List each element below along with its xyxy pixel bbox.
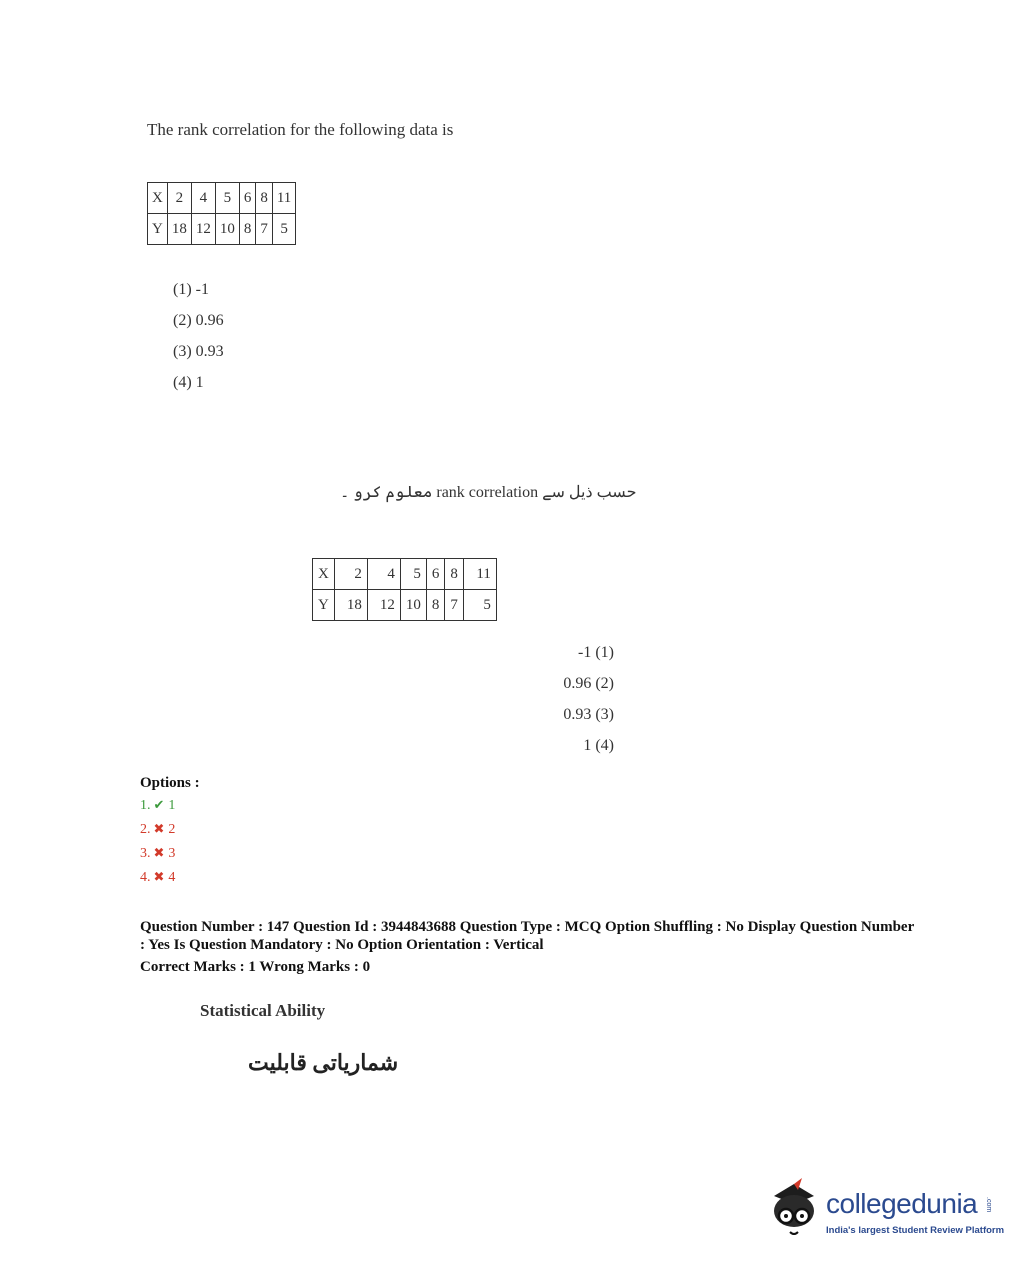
answer-option-2	[140, 821, 175, 838]
option-en-1: (1) -1	[173, 281, 209, 298]
data-table-ur	[312, 558, 497, 621]
option-en-2: (2) 0.96	[173, 312, 224, 329]
check-icon: ✔	[153, 797, 165, 812]
answer-option-1	[140, 797, 175, 814]
table-cell: 5	[272, 214, 295, 245]
table-cell: 10	[400, 590, 426, 621]
row-label: X	[148, 183, 168, 214]
answer-number: 1.	[140, 798, 151, 813]
cross-icon: ✖	[153, 845, 165, 860]
table-cell: 7	[256, 214, 273, 245]
table-cell: 5	[463, 590, 496, 621]
answer-number: 4.	[140, 870, 151, 885]
table-row-x	[148, 183, 296, 214]
answer-number: 2.	[140, 822, 151, 837]
cross-icon: ✖	[153, 869, 165, 884]
table-cell: 4	[367, 559, 400, 590]
subject-title-ur: شماریاتی قابلیت	[248, 1050, 399, 1075]
answer-option-4	[140, 869, 175, 886]
brand-suffix: .com	[985, 1197, 992, 1213]
row-label: X	[313, 559, 335, 590]
row-label: Y	[148, 214, 168, 245]
table-cell: 2	[334, 559, 367, 590]
table-cell: 5	[400, 559, 426, 590]
table-cell: 11	[272, 183, 295, 214]
option-en-3: (3) 0.93	[173, 343, 224, 360]
data-table-en	[147, 182, 296, 245]
answer-number: 3.	[140, 846, 151, 861]
table-cell: 12	[367, 590, 400, 621]
table-cell: 18	[334, 590, 367, 621]
answer-value: 4	[168, 870, 176, 885]
cross-icon: ✖	[153, 821, 165, 836]
table-cell: 8	[239, 214, 256, 245]
option-ur-4: 1 (4)	[583, 737, 614, 754]
question-text-ur: حسب ذیل سے rank correlation معلوم کرو ۔	[340, 484, 637, 501]
table-cell: 10	[215, 214, 239, 245]
table-cell: 6	[426, 559, 445, 590]
answer-option-3	[140, 845, 175, 862]
table-cell: 2	[167, 183, 191, 214]
table-cell: 12	[191, 214, 215, 245]
subject-title-en: Statistical Ability	[200, 1001, 326, 1020]
question-meta: Question Number : 147 Question Id : 3944843688 Question Type : MCQ Option Shuffling : No Display Question Number : Yes Is Question Mandatory : No Option Orientation : Vertical	[140, 919, 914, 953]
table-cell: 18	[167, 214, 191, 245]
answer-value: 1	[168, 798, 176, 813]
row-label: Y	[313, 590, 335, 621]
option-ur-2: 0.96 (2)	[563, 675, 614, 692]
answer-value: 3	[168, 846, 176, 861]
mascot-icon	[774, 1178, 814, 1234]
table-cell: 8	[256, 183, 273, 214]
answer-value: 2	[168, 822, 176, 837]
table-cell: 8	[426, 590, 445, 621]
options-title: Options :	[140, 775, 200, 791]
brand-tagline: India's largest Student Review Platform	[826, 1225, 1005, 1236]
brand-name: collegedunia	[826, 1188, 978, 1219]
table-row-y	[313, 590, 497, 621]
table-cell: 11	[463, 559, 496, 590]
table-cell: 8	[445, 559, 464, 590]
question-text-en: The rank correlation for the following data is	[147, 120, 454, 139]
table-row-y	[148, 214, 296, 245]
option-ur-1: -1 (1)	[578, 644, 614, 661]
table-cell: 5	[215, 183, 239, 214]
table-cell: 6	[239, 183, 256, 214]
table-cell: 4	[191, 183, 215, 214]
option-en-4: (4) 1	[173, 374, 204, 391]
marks-meta: Correct Marks : 1 Wrong Marks : 0	[140, 959, 371, 975]
table-row-x	[313, 559, 497, 590]
option-ur-3: 0.93 (3)	[563, 706, 614, 723]
table-cell: 7	[445, 590, 464, 621]
